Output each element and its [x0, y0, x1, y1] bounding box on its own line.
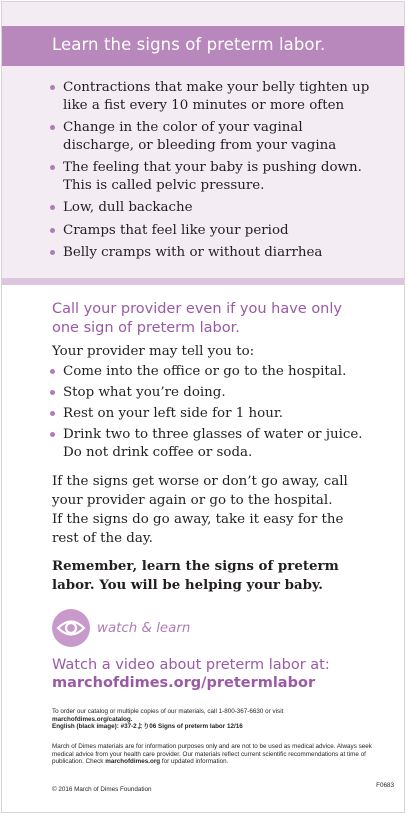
- copyright: © 2016 March of Dimes Foundation: [52, 786, 152, 793]
- worse-paragraph: If the signs get worse or don’t go away, call your provider again or go to the hospital.: [52, 474, 348, 508]
- bullet-icon: [50, 85, 55, 90]
- signs-list: [50, 79, 370, 267]
- disclaimer: March of Dimes materials are for information purposes only and are not to be used as medical advice. Always seek medical advice from your health care provider. Our materials reflect current scientific recommendations at time of publication. Check marchofdimes.org for updated information.: [52, 743, 372, 766]
- disclaimer-link[interactable]: marchofdimes.org: [105, 758, 161, 766]
- pamphlet-page: [1, 1, 405, 813]
- bullet-icon: [50, 250, 55, 255]
- bullet-icon: [50, 205, 55, 210]
- list-item: Change in the color of your vaginal discharge, or bleeding from your vagina: [50, 119, 370, 154]
- video-link[interactable]: marchofdimes.org/pretermlabor: [52, 675, 316, 691]
- away-paragraph: If the signs do go away, take it easy for the rest of the day.: [52, 512, 344, 546]
- list-item: Contractions that make your belly tighten up like a fist every 10 minutes or more often: [50, 79, 370, 114]
- divider: [2, 278, 404, 285]
- list-item: Drink two to three glasses of water or juice. Do not drink coffee or soda.: [50, 426, 370, 461]
- provider-list: [50, 363, 370, 465]
- eye-icon: [52, 609, 90, 647]
- watch-label: watch & learn: [97, 621, 191, 636]
- list-item: Rest on your left side for 1 hour.: [50, 405, 370, 423]
- catalog-link[interactable]: marchofdimes.org/catalog.: [52, 715, 133, 723]
- bullet-icon: [50, 125, 55, 130]
- order-info: [52, 708, 377, 731]
- signs-header: [2, 26, 404, 66]
- english-line: English (black image): #37-2より06 Signs of preterm labor 12/16: [52, 723, 243, 731]
- list-item: Cramps that feel like your period: [50, 222, 370, 240]
- list-item: Stop what you’re doing.: [50, 384, 370, 402]
- bullet-icon: [50, 411, 55, 416]
- bullet-icon: [50, 228, 55, 233]
- bullet-icon: [50, 390, 55, 395]
- list-item: The feeling that your baby is pushing down. This is called pelvic pressure.: [50, 159, 370, 194]
- bullet-icon: [50, 432, 55, 437]
- list-item: Low, dull backache: [50, 199, 370, 217]
- signs-title: Learn the signs of preterm labor.: [52, 35, 326, 54]
- signs-panel: [2, 2, 404, 285]
- bullet-icon: [50, 165, 55, 170]
- video-text: Watch a video about preterm labor at:: [52, 657, 330, 673]
- document-code: F0683: [376, 782, 394, 789]
- provider-intro: Your provider may tell you to:: [52, 344, 255, 359]
- list-item: Come into the office or go to the hospital.: [50, 363, 370, 381]
- list-item: Belly cramps with or without diarrhea: [50, 244, 370, 262]
- order-text: To order our catalog or multiple copies of our materials, call 1-800-367-6630 or visit: [52, 708, 284, 715]
- provider-heading: Call your provider even if you have only one sign of preterm labor.: [52, 301, 342, 336]
- remember-paragraph: Remember, learn the signs of preterm labor. You will be helping your baby.: [52, 558, 339, 593]
- bullet-icon: [50, 369, 55, 374]
